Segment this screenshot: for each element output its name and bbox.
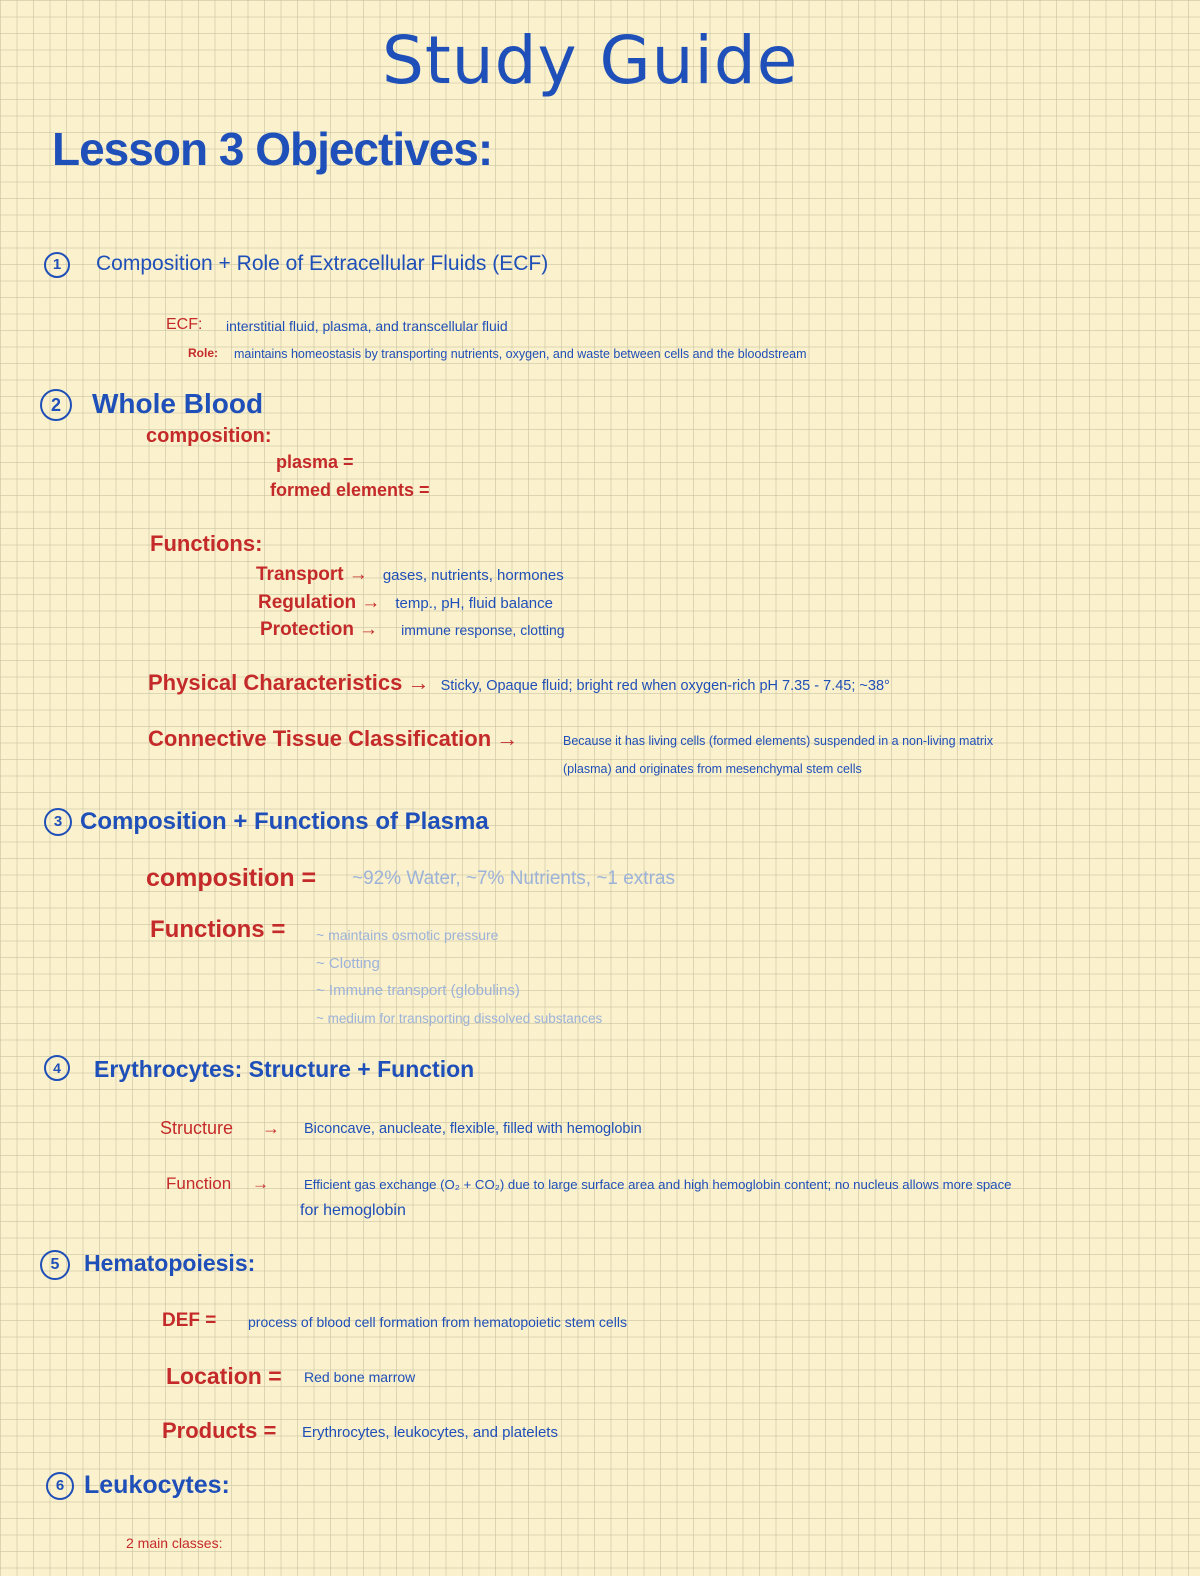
- section-number: 2: [40, 389, 72, 421]
- arrow-icon: →: [262, 1118, 280, 1138]
- arrow-icon: →: [252, 1174, 269, 1193]
- function-text: for hemoglobin: [300, 1202, 406, 1219]
- def-text: process of blood cell formation from hematopoietic stem cells: [248, 1314, 627, 1330]
- function-row: [256, 565, 564, 584]
- physical-text: Sticky, Opaque fluid; bright red when oxygen-rich pH 7.35 - 7.45; ~38°: [440, 678, 890, 694]
- physical-characteristics-row: [148, 672, 890, 694]
- location-label: Location =: [166, 1363, 282, 1389]
- section-heading: Composition + Functions of Plasma: [80, 808, 489, 835]
- role-label: Role:: [188, 346, 218, 360]
- page-title: Study Guide: [382, 22, 799, 99]
- function-text: immune response, clotting: [401, 622, 565, 638]
- structure-label: Structure: [160, 1118, 234, 1138]
- section-number: 5: [40, 1250, 70, 1280]
- arrow-icon: →: [496, 726, 519, 751]
- function-label: Function: [166, 1174, 232, 1193]
- section-heading: Hematopoiesis:: [84, 1250, 256, 1276]
- function-row: [260, 620, 565, 639]
- function-text: gases, nutrients, hormones: [382, 567, 564, 584]
- products-text: Erythrocytes, leukocytes, and platelets: [302, 1424, 558, 1441]
- products-label: Products =: [162, 1418, 277, 1443]
- classes-label: 2 main classes:: [126, 1535, 223, 1551]
- plasma-function: ~ medium for transporting dissolved substances: [316, 1011, 603, 1026]
- section-number: 4: [44, 1055, 70, 1081]
- structure-row: [160, 1119, 233, 1137]
- function-label: Protection: [260, 619, 354, 640]
- ecf-label: ECF:: [166, 316, 203, 333]
- arrow-icon: →: [348, 564, 368, 585]
- plasma-label: plasma =: [276, 452, 354, 472]
- location-text: Red bone marrow: [304, 1369, 416, 1385]
- arrow-icon: →: [361, 592, 381, 613]
- plasma-function: ~ maintains osmotic pressure: [316, 927, 499, 943]
- connective-text: (plasma) and originates from mesenchymal stem cells: [563, 762, 862, 776]
- formed-elements-label: formed elements =: [270, 480, 430, 500]
- lesson-heading: Lesson 3 Objectives:: [52, 123, 493, 175]
- ecf-text: interstitial fluid, plasma, and transcellular fluid: [226, 318, 508, 334]
- connective-tissue-row: [148, 728, 518, 750]
- function-text: Efficient gas exchange (O₂ + CO₂) due to large surface area and high hemoglobin content; no nucleus allows more space: [304, 1177, 1012, 1192]
- functions-label: Functions =: [150, 916, 286, 943]
- arrow-icon: →: [407, 670, 430, 695]
- section-heading: Erythrocytes: Structure + Function: [94, 1056, 475, 1082]
- section-heading: Whole Blood: [92, 388, 264, 419]
- section-heading: Leukocytes:: [84, 1471, 230, 1499]
- arrow-icon: →: [359, 619, 379, 640]
- plasma-function: ~ Clotting: [316, 955, 380, 972]
- section-number: 1: [44, 252, 70, 278]
- composition-text: ~92% Water, ~7% Nutrients, ~1 extras: [352, 868, 675, 889]
- physical-label: Physical Characteristics: [148, 670, 403, 695]
- section-heading: Composition + Role of Extracellular Fluids (ECF): [96, 252, 549, 275]
- connective-label: Connective Tissue Classification: [148, 726, 492, 751]
- role-text: maintains homeostasis by transporting nutrients, oxygen, and waste between cells and the bloodstream: [234, 347, 807, 361]
- structure-text: Biconcave, anucleate, flexible, filled with hemoglobin: [304, 1121, 642, 1137]
- def-label: DEF =: [162, 1310, 217, 1331]
- plasma-function: ~ Immune transport (globulins): [316, 982, 520, 999]
- functions-label: Functions:: [150, 531, 263, 556]
- function-label: Transport: [256, 564, 344, 585]
- section-number: 6: [46, 1472, 74, 1500]
- connective-text: Because it has living cells (formed elements) suspended in a non-living matrix: [563, 734, 994, 748]
- function-row: [258, 593, 553, 612]
- function-text: temp., pH, fluid balance: [395, 595, 553, 612]
- section-number: 3: [44, 808, 72, 836]
- composition-label: composition =: [146, 864, 317, 892]
- composition-label: composition:: [146, 425, 272, 447]
- function-label: Regulation: [258, 592, 357, 613]
